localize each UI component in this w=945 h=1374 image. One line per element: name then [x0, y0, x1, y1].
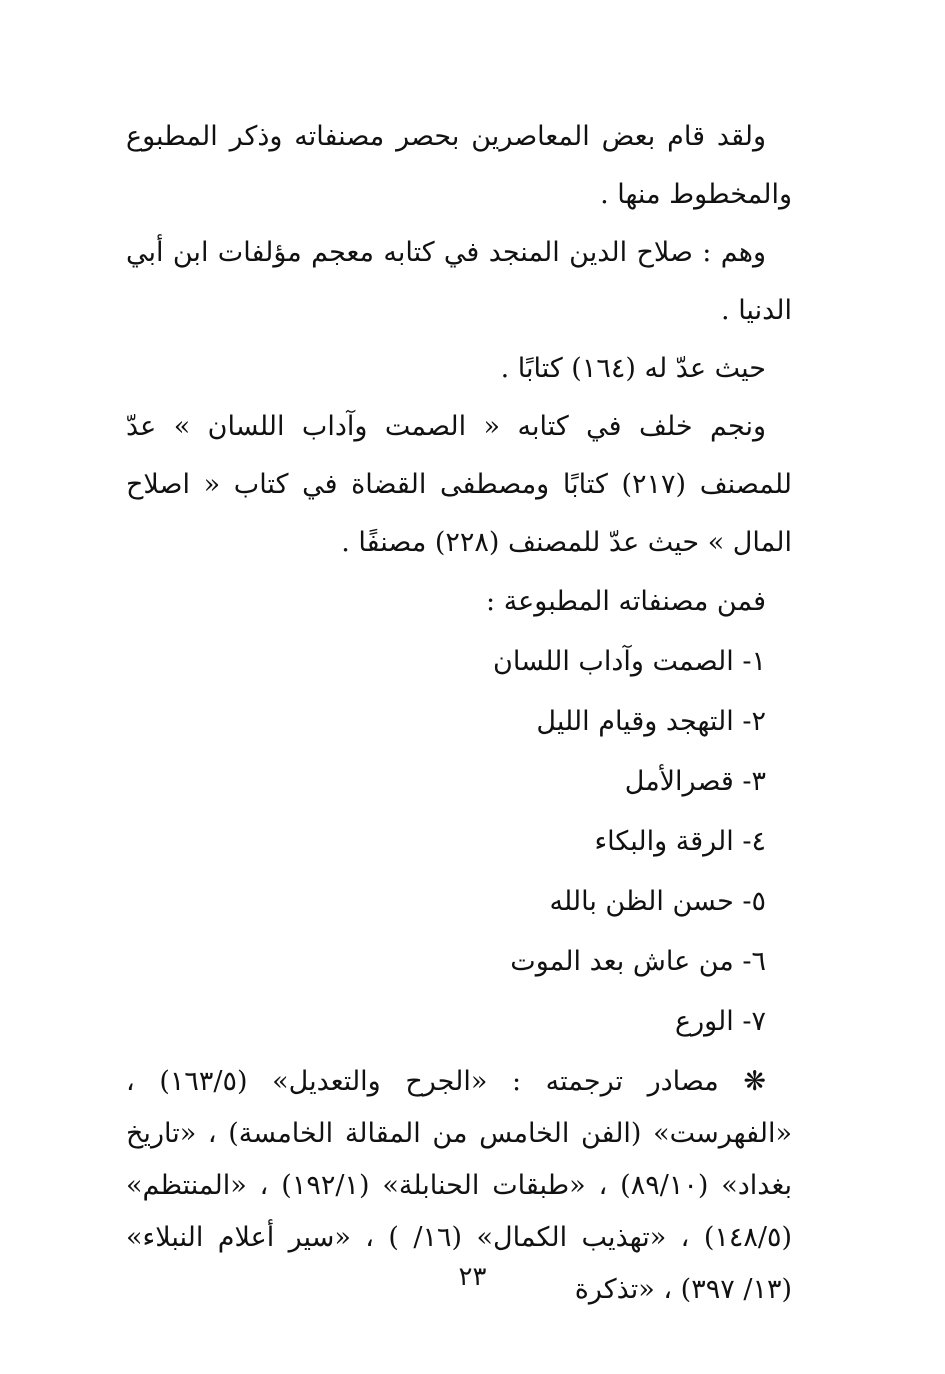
list-item: ٧- الورع: [674, 1006, 766, 1037]
sources-footnote: ❋ مصادر ترجمته : «الجرح والتعديل» (١٦٣/٥) ، «الفهرست» (الفن الخامس من المقالة الخامسة) ، «تاريخ بغداد» (٨٩/١٠) ، «طبقات الحنابلة» (١٩٢/١) ، «المنتظم» (١٤٨/٥) ، «تهذيب الكمال» (١٦/ ) ، «سير أعلام النبلاء» (١٣/ ٣٩٧) ، «تذكرة: [126, 1066, 793, 1305]
paragraph-contemporaries: ولقد قام بعض المعاصرين بحصر مصنفاته وذكر المطبوع والمخطوط منها .: [126, 121, 792, 210]
page-body: [126, 108, 792, 1343]
list-item: ٣- قصرالأمل: [624, 766, 766, 797]
paragraph-munajjid: وهم : صلاح الدين المنجد في كتابه معجم مؤلفات ابن أبي الدنيا .: [126, 237, 792, 326]
list-item: ٤- الرقة والبكاء: [594, 826, 766, 857]
list-item: ٢- التهجد وقيام الليل: [536, 706, 766, 737]
paragraph-najm-khalaf: ونجم خلف في كتابه « الصمت وآداب اللسان » عدّ للمصنف (٢١٧) كتابًا ومصطفى القضاة في كتاب « اصلاح المال » حيث عدّ للمصنف (٢٢٨) مصنفًا .: [126, 411, 793, 558]
list-item: ١- الصمت وآداب اللسان: [493, 646, 766, 677]
list-item: ٦- من عاش بعد الموت: [510, 946, 766, 977]
printed-works-list: [126, 632, 792, 1052]
page-number: ٢٣: [458, 1262, 487, 1292]
list-item: ٥- حسن الظن بالله: [549, 886, 766, 917]
paragraph-count: حيث عدّ له (١٦٤) كتابًا .: [500, 353, 766, 384]
list-heading: فمن مصنفاته المطبوعة :: [486, 586, 766, 617]
